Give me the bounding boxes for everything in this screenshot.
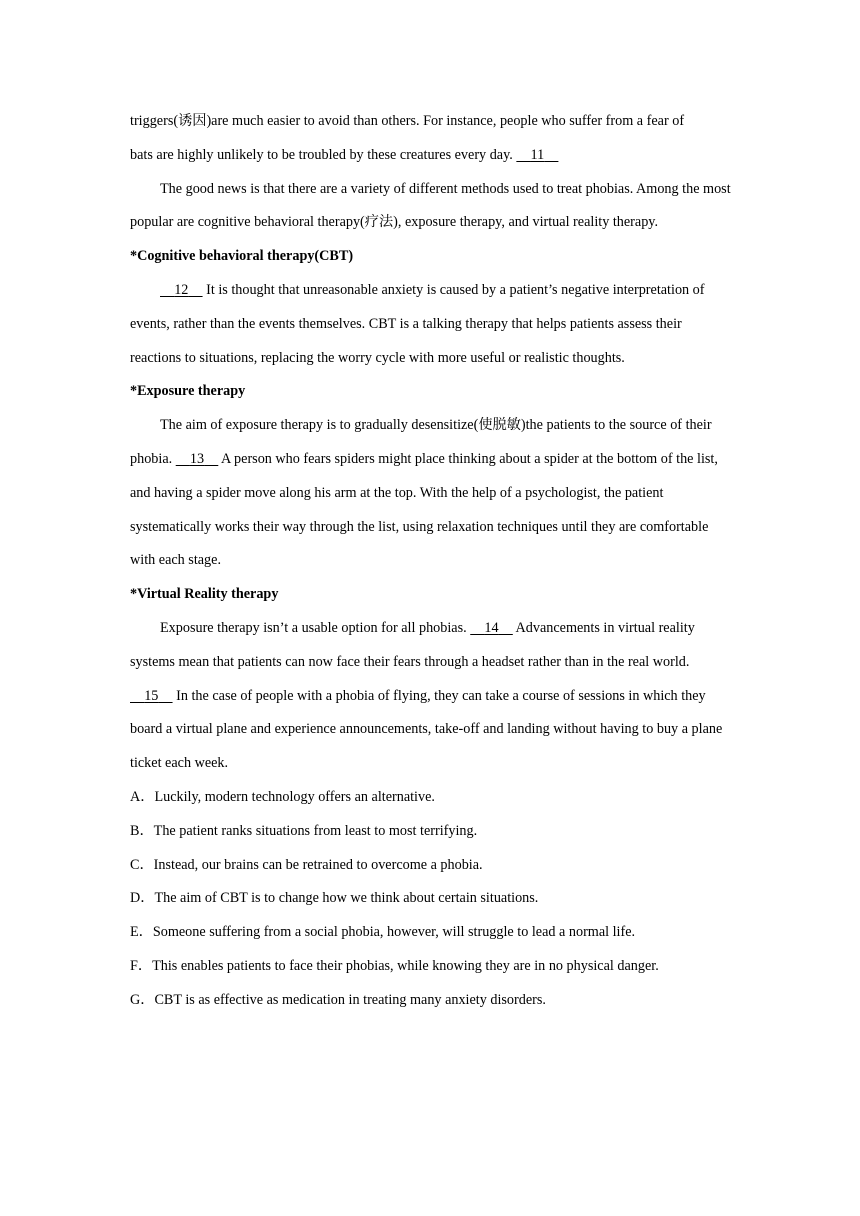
blank-12-number: 12 — [174, 281, 189, 298]
option-letter: F． — [130, 957, 153, 974]
option-d[interactable] — [130, 882, 732, 916]
intro-text-2: bats are highly unlikely to be troubled by these creatures every day. — [130, 146, 517, 163]
blank-13-number: 13 — [189, 450, 205, 467]
option-e[interactable] — [130, 916, 732, 950]
option-text: CBT is as effective as medication in treating many anxiety disorders. — [154, 991, 546, 1008]
exposure-text-before: The aim of exposure therapy is to gradually desensitize(使脱敏)the patients to the source of their phobia. — [130, 417, 712, 467]
option-text: Someone suffering from a social phobia, however, will struggle to lead a normal life. — [152, 924, 636, 941]
intro-line-2 — [130, 139, 732, 173]
intro-line-1 — [130, 105, 732, 139]
paragraph-vr — [130, 612, 732, 781]
paragraph-cbt — [130, 274, 732, 375]
document-body — [130, 105, 732, 1018]
option-text: This enables patients to face their phobias, while knowing they are in no physical danger. — [152, 957, 659, 974]
option-text: The patient ranks situations from least to most terrifying. — [153, 822, 478, 839]
blank-11[interactable] — [516, 147, 558, 163]
paragraph-exposure — [130, 409, 732, 578]
option-text: Luckily, modern technology offers an alternative. — [154, 788, 435, 805]
option-f[interactable] — [130, 950, 732, 984]
blank-13[interactable] — [176, 451, 219, 467]
cbt-text: It is thought that unreasonable anxiety is caused by a patient’s negative interpretation of events, rather than the events themselves. CBT is a talking therapy that helps patients assess their reactions to situations, replacing the worry cycle with more useful or realistic thoughts. — [130, 281, 705, 366]
option-text: The aim of CBT is to change how we think about certain situations. — [154, 890, 539, 907]
blank-11-number: 11 — [530, 146, 545, 163]
heading-cbt: *Cognitive behavioral therapy(CBT) — [130, 248, 354, 265]
option-letter: D． — [130, 890, 155, 907]
option-text: Instead, our brains can be retrained to overcome a phobia. — [153, 856, 483, 873]
intro-text-1: triggers(诱因)are much easier to avoid than others. For instance, people who suffer from a fear of — [130, 113, 685, 129]
vr-text-before: Exposure therapy isn’t a usable option for all phobias. — [160, 619, 471, 636]
option-c[interactable] — [130, 849, 732, 883]
option-b[interactable] — [130, 815, 732, 849]
blank-15[interactable] — [130, 688, 173, 704]
option-letter: G． — [130, 991, 155, 1008]
blank-14[interactable] — [470, 620, 513, 636]
heading-vr: *Virtual Reality therapy — [130, 586, 279, 603]
vr-text-after: In the case of people with a phobia of flying, they can take a course of sessions in which they board a virtual plane and experience announcements, take-off and landing without having to buy a plane ticket each week. — [130, 687, 723, 772]
heading-exposure: *Exposure therapy — [130, 383, 246, 400]
blank-14-number: 14 — [484, 619, 499, 636]
option-letter: A． — [130, 788, 155, 805]
paragraph-good-news: The good news is that there are a variety of different methods used to treat phobias. Among the most popular are cognitive behavioral therapy(疗法), exposure therapy, and virtual reality therapy. — [130, 180, 731, 231]
options-list — [130, 781, 732, 1018]
vr-text-middle: Advancements in virtual reality systems mean that patients can now face their fears through a headset rather than in the real world. — [130, 619, 695, 670]
option-g[interactable] — [130, 984, 732, 1018]
exposure-text-after: A person who fears spiders might place thinking about a spider at the bottom of the list, and having a spider move along his arm at the top. With the help of a psychologist, the patient systematically works their way through the list, using relaxation techniques until they are comfortable with each stage. — [130, 450, 718, 569]
option-letter: B． — [130, 822, 154, 839]
blank-12[interactable] — [160, 282, 203, 298]
option-letter: E． — [130, 924, 153, 941]
blank-15-number: 15 — [144, 687, 159, 704]
option-letter: C． — [130, 856, 154, 873]
option-a[interactable] — [130, 781, 732, 815]
